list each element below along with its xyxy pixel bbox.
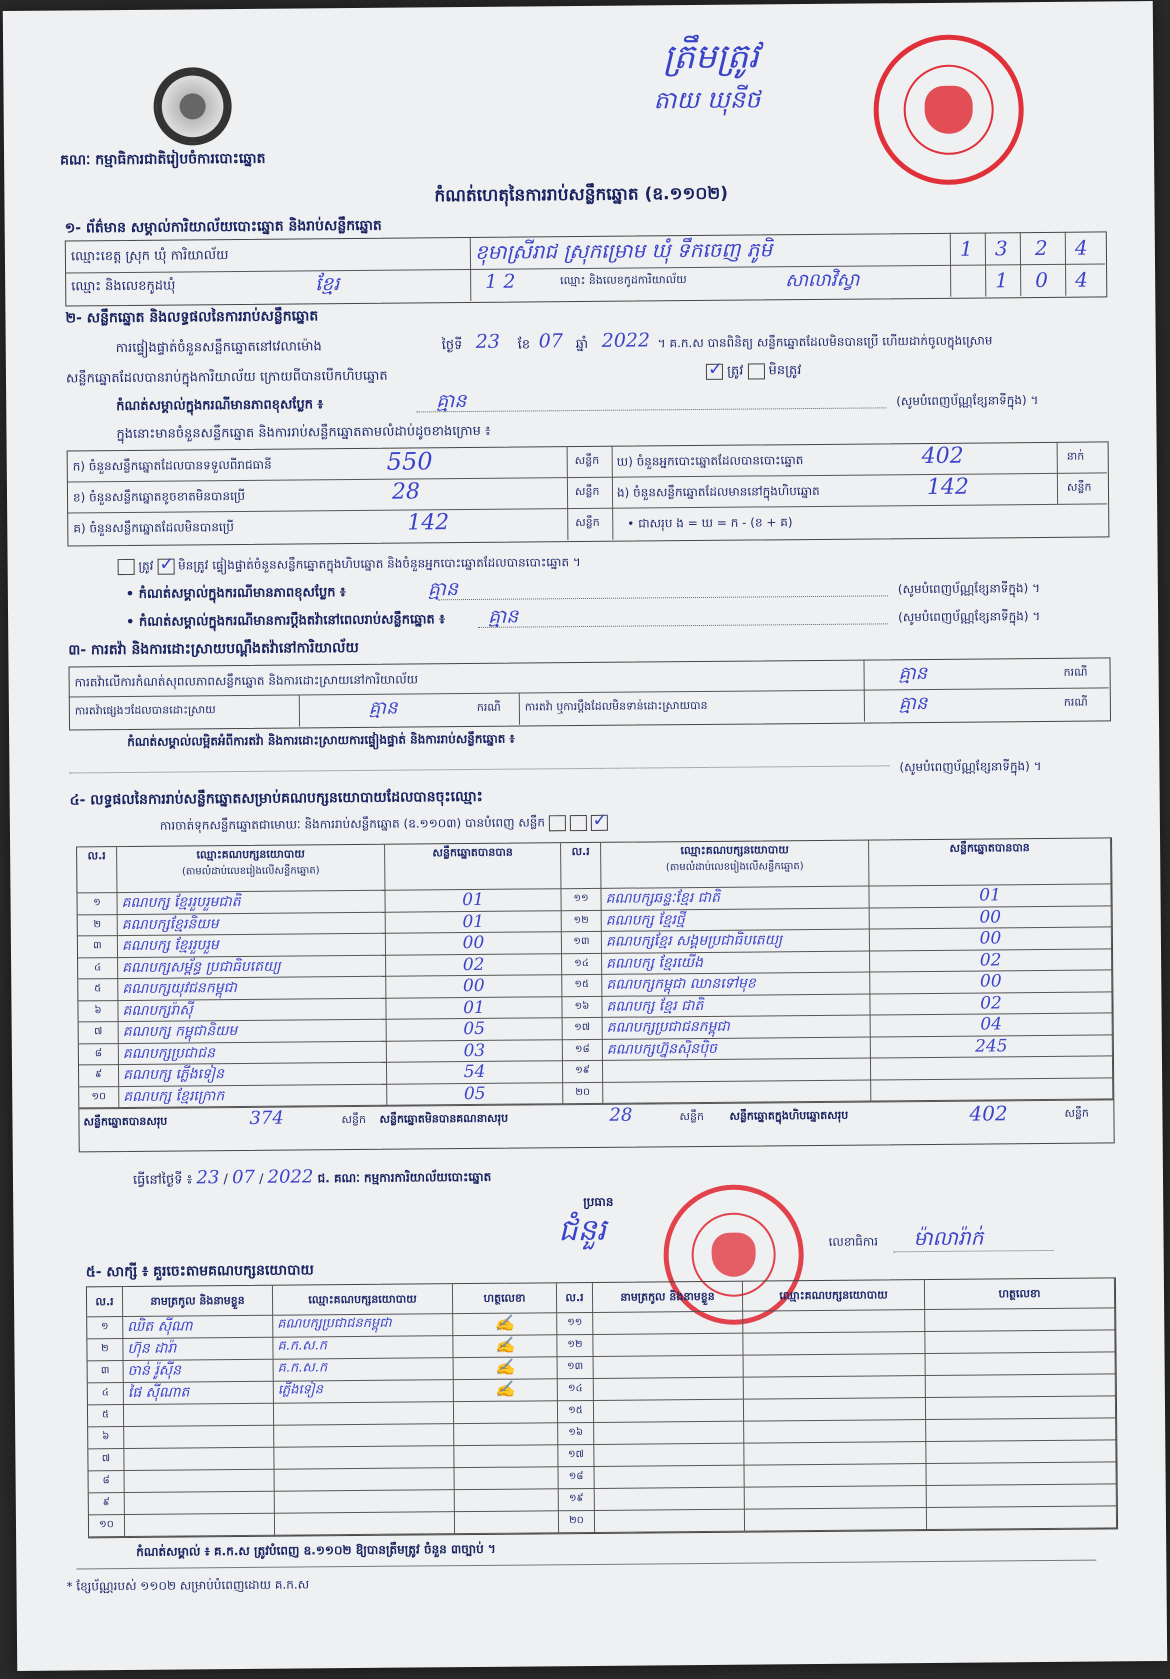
s5-empty-name (595, 1510, 745, 1533)
s5-empty-name (594, 1422, 744, 1445)
s4-check-1[interactable] (549, 815, 566, 831)
s4-total-invalid-label: សន្លឹកឆ្នោតមិនបានគណនាសរុប (379, 1111, 509, 1126)
s5-empty-party (743, 1332, 925, 1356)
s1-code-3: 2 (1034, 235, 1048, 261)
s4-row-no: ១៨ (563, 1039, 603, 1061)
s5-row-no: ៣ (88, 1361, 124, 1383)
s4-party-votes: 00 (386, 932, 562, 955)
s5-header-cell: ល.រ (557, 1283, 593, 1313)
s2-row2-unit: សន្លឹក (574, 484, 600, 499)
s5-witness-signature: ✍ (453, 1313, 557, 1336)
s2-note2-value: គ្មាន (427, 578, 459, 601)
s5-witness-name (124, 1404, 274, 1427)
form-title: កំណត់ហេតុនៃការរាប់សន្លឹកឆ្នោត (ឧ.១១០២) (434, 183, 729, 207)
s5-witness-signature (455, 1511, 559, 1534)
s4-party-name: គណបក្សខ្មែរនិយម (118, 912, 386, 936)
s2-row1-value2: 402 (921, 443, 964, 470)
s2-after-no-checkbox[interactable]: ✓ (159, 553, 175, 575)
s5-witness-party (275, 1512, 455, 1536)
s3-row2-unit2: ករណី (1063, 695, 1088, 709)
s4-party-name (603, 1059, 871, 1083)
s1-row2-value2: 1 2 (485, 270, 516, 293)
s4-party-votes: 03 (387, 1040, 563, 1063)
s5-witness-signature (455, 1489, 559, 1512)
section5-title: ៥- សាក្សី ៖ គួរចេះតាមគណបក្សនយោបាយ (85, 1262, 314, 1281)
s5-empty-signature (926, 1440, 1116, 1464)
s4-party-votes: 245 (871, 1035, 1113, 1059)
s5-empty-party (745, 1486, 927, 1510)
s4-total-valid-unit: សន្លឹក (341, 1112, 366, 1127)
s2-row3-label: គ) ចំនួនសន្លឹកឆ្នោតដែលមិនបានប្រើ (73, 520, 234, 536)
s2-line1: ការផ្ទៀងផ្ទាត់ចំនួនសន្លឹកឆ្នោតនៅវេលាម៉ោង (115, 339, 322, 357)
s5-empty-name (595, 1466, 745, 1489)
s5-witness-name (125, 1492, 275, 1515)
s2-year: 2022 (601, 329, 651, 352)
official-stamp-top (873, 34, 1024, 185)
s5-empty-party (744, 1376, 926, 1400)
s5-witness-party (274, 1424, 454, 1448)
s4-row-no: ៣ (78, 936, 118, 958)
s4-party-name: គណបក្សប្រជាជន (119, 1041, 387, 1065)
s3-row2-unit: ករណី (476, 700, 501, 714)
s2-row2-label2: ង) ចំនួនសន្លឹកឆ្នោតដែលមាននៅក្នុងហិបឆ្នោត (616, 483, 820, 500)
s4-header-text: ល.រ (87, 849, 106, 863)
s1-row2-value3: សាលាវិស្វា (785, 269, 860, 292)
s2-row2-label: ខ) ចំនួនសន្លឹកឆ្នោតខូចខាតមិនបានប្រើ (72, 488, 246, 505)
s4-row-no: ១៦ (562, 996, 602, 1018)
s5-header-cell: នាមត្រកូល និងនាមខ្លួន (593, 1282, 743, 1313)
s5-note: កំណត់សម្គាល់ ៖ គ.ក.ស ត្រូវបំពេញ ឧ.១១០២ ឱ្យបានត្រឹមត្រូវ ចំនួន ៣ច្បាប់ ។ (136, 1541, 496, 1559)
s2-note3-label: • កំណត់សម្គាល់ក្នុងករណីមានការប្តឹងតវ៉ានៅពេលរាប់សន្លឹកឆ្នោត ៖ (126, 612, 446, 630)
s4-party-votes: 02 (386, 954, 562, 977)
s4-party-name: គណបក្ស ខ្មែររួបរួម (118, 934, 386, 958)
s4-row-no: ១៤ (562, 953, 602, 975)
s5-row-no: ៩ (89, 1493, 125, 1515)
section4-title: ៤- លទ្ធផលនៃការរាប់សន្លឹកឆ្នោតសម្រាប់គណបក្សនយោបាយដែលបានចុះឈ្មោះ (69, 788, 483, 809)
s5-witness-party: ភ្លើងទៀន (274, 1380, 454, 1404)
s3-note-label: កំណត់សម្គាល់លម្អិតអំពីការតវ៉ា និងការដោះស្រាយការផ្ទៀងផ្ទាត់ និងការរាប់សន្លឹកឆ្នោត ៖ (127, 731, 515, 749)
s5-row-no: ២០ (559, 1511, 595, 1533)
s4-header-cell (869, 838, 1111, 886)
s2-day: 23 (475, 330, 500, 353)
org-logo (153, 67, 232, 146)
s4-party-votes: 00 (870, 927, 1112, 951)
s2-note3-hint: (សូមបំពេញប័ណ្ណខ្សែនាទីក្នុង) ។ (898, 609, 1041, 625)
s5-witness-signature (454, 1423, 558, 1446)
s4-party-name: គណបក្ស ខ្មែរថ្មី (602, 908, 870, 932)
s2-no-checkbox[interactable] (747, 363, 764, 379)
s4-row-no: ១ (77, 893, 117, 915)
s2-date-label: ថ្ងៃទី (441, 338, 463, 354)
s5-row-no: ៤ (88, 1383, 124, 1405)
s5-witness-party (275, 1468, 455, 1492)
s5-empty-signature (927, 1506, 1117, 1530)
s5-witness-party (275, 1490, 455, 1514)
s5-empty-signature (926, 1462, 1116, 1486)
s4-row-no: ១០ (79, 1087, 119, 1109)
s4-total-box: 402 (969, 1101, 1008, 1126)
s5-witness-party: គ.ក.ស.ក (274, 1358, 454, 1382)
s4-party-votes: 05 (387, 1083, 563, 1106)
s2-month-label: ខែ (517, 337, 531, 353)
s4-party-votes: 02 (870, 949, 1112, 973)
s4-total-invalid: 28 (609, 1104, 633, 1126)
s4-party-votes: 00 (386, 975, 562, 998)
s4-party-votes: 01 (869, 884, 1111, 908)
s1-code-1: 1 (959, 236, 973, 261)
s2-row3-label2: • ជាសរុប ង = ឃ = ក - (ខ + គ) (627, 515, 793, 531)
s5-empty-signature (926, 1418, 1116, 1442)
s4-party-name: គណបក្សខ្មែរ សង្គមប្រជាធិបតេយ្យ (602, 930, 870, 954)
s4-party-name: គណបក្សយុវជនកម្ពុជា (118, 977, 386, 1001)
s2-line1-rest: ។ គ.ក.ស បានពិនិត្យ សន្លឹកឆ្នោតដែលមិនបានប្រើ ហើយដាក់ចូលក្នុងស្រោម (657, 333, 993, 351)
s2-row1-label: ក) ចំនួនសន្លឹកឆ្នោតដែលបានទទួលពីរាជធានី (72, 457, 272, 474)
s5-empty-party (745, 1464, 927, 1488)
s4-header-text: ឈ្មោះគណបក្សនយោបាយ (680, 843, 789, 858)
s5-header-cell: នាមត្រកូល និងនាមខ្លួន (123, 1286, 273, 1317)
s4-header-cell (117, 845, 385, 893)
s4-done-day: 23 (196, 1167, 220, 1189)
s5-row-no: ១០ (89, 1515, 125, 1537)
s5-empty-signature (926, 1352, 1116, 1376)
s3-row1-value: គ្មាន (898, 663, 928, 685)
s5-empty-signature (925, 1308, 1115, 1332)
s3-row2-value: គ្មាន (368, 697, 398, 719)
org-name: គណៈ កម្មាធិការជាតិរៀបចំការបោះឆ្នោត (60, 150, 266, 169)
s4-header-text: សន្លឹកឆ្នោតបានបាន (432, 845, 513, 860)
s4-total-valid: 374 (249, 1107, 284, 1129)
s4-done-line: ធ្វើនៅថ្ងៃទី ៖ 23 / 07 / 2022 ជ. គណៈ កម្មការការិយាល័យបោះឆ្នោត (132, 1166, 492, 1189)
s2-row1-unit: សន្លឹក (574, 453, 600, 468)
s4-party-name: គណបក្សប្រជាជនកម្ពុជា (603, 1016, 871, 1040)
s4-intro: ការចាត់ទុកសន្លឹកឆ្នោតជាមោឃៈ និងការរាប់សន្លឹកឆ្នោត (ឧ.១១០៣) បានបំពេញ សន្លឹក ✓ (159, 809, 608, 833)
s5-witness-name (124, 1448, 274, 1471)
chair-label: ប្រធាន (583, 1194, 614, 1210)
s5-row-no: ១៤ (558, 1379, 594, 1401)
s4-row-no: ១៩ (563, 1061, 603, 1083)
s1-code2-2: 0 (1035, 267, 1049, 293)
section1-title: ១- ព័ត៌មាន សម្គាល់ការិយាល័យបោះឆ្នោត និងរាប់សន្លឹកឆ្នោត (64, 217, 382, 237)
s2-row3-value: 142 (407, 510, 450, 536)
s2-row3-unit: សន្លឹក (575, 515, 600, 530)
s1-code-4: 4 (1074, 235, 1088, 260)
s5-witness-name: ចាន់ រ៉ូស៊ីន (124, 1360, 274, 1383)
s5-witness-name: ផៃ ស៊ីណាត (124, 1382, 274, 1405)
s4-party-name: គណបក្ស ខ្មែររួបរួមជាតិ (117, 891, 385, 915)
s4-party-votes: 02 (870, 992, 1112, 1016)
s5-witness-name (125, 1470, 275, 1493)
s2-row2-value2: 142 (926, 474, 970, 501)
s4-done-month: 07 (231, 1166, 256, 1189)
s5-empty-name (593, 1334, 743, 1357)
s4-party-votes (871, 1078, 1113, 1102)
s4-party-name: គណបក្សឆន្ទៈខ្មែរ ជាតិ (601, 887, 869, 911)
s5-row-no: ១៨ (559, 1467, 595, 1489)
s4-party-votes: 00 (870, 970, 1112, 994)
s3-row2-value2: គ្មាន (898, 693, 928, 715)
secretary-signature: ម៉ាលារ៉ាក់ (913, 1225, 984, 1251)
s5-empty-name (595, 1488, 745, 1511)
s5-witness-signature: ✍ (454, 1357, 558, 1380)
s4-check-3[interactable]: ✓ (592, 809, 608, 831)
s5-row-no: ១៩ (559, 1489, 595, 1511)
s4-header-text: ល.រ (571, 844, 590, 859)
s4-party-votes: 01 (385, 889, 561, 912)
s5-row-no: ១៥ (558, 1401, 594, 1423)
s4-row-no: ១៣ (562, 932, 602, 954)
s4-row-no: ១២ (562, 910, 602, 932)
s5-row-no: ៨ (89, 1471, 125, 1493)
s5-witness-party: គ.ក.ស.ក (273, 1336, 453, 1360)
s5-header-cell: ឈ្មោះគណបក្សនយោបាយ (743, 1280, 925, 1312)
s4-total-box-label: សន្លឹកឆ្នោតក្នុងហិបឆ្នោតសរុប (729, 1108, 849, 1123)
s3-note-hint: (សូមបំពេញប័ណ្ណខ្សែនាទីក្នុង) ។ (899, 759, 1042, 775)
s4-row-no: ៤ (78, 958, 118, 980)
s4-party-votes: 00 (870, 906, 1112, 930)
form-page (3, 1, 1167, 1671)
s5-empty-name (594, 1444, 744, 1467)
s5-witness-name (124, 1426, 274, 1449)
s2-note2-hint: (សូមបំពេញប័ណ្ណខ្សែនាទីក្នុង) ។ (897, 581, 1041, 597)
s5-empty-signature (926, 1374, 1116, 1398)
s5-empty-party (744, 1442, 926, 1466)
s2-note-hint: (សូមបំពេញប័ណ្ណខ្សែនាទីក្នុង) ។ (896, 393, 1039, 409)
s4-party-votes: 01 (386, 997, 562, 1020)
s4-header-text: សន្លឹកឆ្នោតបានបាន (949, 841, 1030, 855)
s5-witness-name (125, 1514, 275, 1537)
s2-table-intro: ក្នុងនោះមានចំនួនសន្លឹកឆ្នោត និងការរាប់សន្លឹកឆ្នោតតាមលំដាប់ដូចខាងក្រោម ៖ (116, 423, 491, 443)
s4-row-no: ២ (78, 915, 118, 937)
s3-row2-label2: ការតវ៉ា ឬការប្តឹងដែលមិនទាន់ដោះស្រាយបាន (524, 698, 708, 714)
s3-row1-unit: ករណី (1063, 665, 1088, 679)
s5-witness-signature: ✍ (454, 1379, 558, 1402)
s4-header-cell (77, 847, 117, 893)
s5-witness-signature (454, 1445, 558, 1468)
s5-empty-name (594, 1356, 744, 1379)
s2-row2-unit2: សន្លឹក (1066, 480, 1092, 494)
s5-row-no: ៧ (88, 1449, 124, 1471)
s5-empty-party (743, 1310, 925, 1334)
s4-header-text: ឈ្មោះគណបក្សនយោបាយ (196, 847, 305, 862)
s2-row1-unit2: នាក់ (1066, 449, 1085, 463)
chair-signature: ជំនួរ (558, 1212, 607, 1249)
s4-row-no: ១១ (561, 889, 601, 911)
s5-witness-table (86, 1277, 1118, 1538)
s2-row1-label2: ឃ) ចំនួនអ្នកបោះឆ្នោតដែលបានបោះឆ្នោត (616, 453, 804, 469)
s5-witness-party: គណបក្សប្រជាជនកម្ពុជា (273, 1314, 453, 1338)
s5-empty-signature (926, 1396, 1116, 1420)
s4-party-votes (871, 1056, 1113, 1080)
s4-party-name: គណបក្សសម្ព័ន្ធ ប្រជាធិបតេយ្យ (118, 955, 386, 979)
s5-row-no: ១៧ (558, 1445, 594, 1467)
s5-row-no: ១៦ (558, 1423, 594, 1445)
s5-row-no: ២ (87, 1339, 123, 1361)
s5-empty-party (744, 1398, 926, 1422)
s2-line2: សន្លឹកឆ្នោតដែលបានរាប់ក្នុងការិយាល័យ ក្រោយពីបានបើកហិបឆ្នោត (65, 368, 388, 387)
s5-empty-party (744, 1420, 926, 1444)
s5-empty-party (745, 1508, 927, 1532)
s5-header-cell: ហត្ថលេខា (453, 1283, 557, 1314)
s2-row2-value: 28 (391, 479, 421, 505)
s5-header-cell: ល.រ (87, 1287, 123, 1317)
secretary-label: លេខាធិការ (828, 1234, 879, 1249)
s4-party-name: គណបក្ស កម្ពុជានិយម (119, 1020, 387, 1044)
s4-header-sub: (តាមលំដាប់លេខរៀងលើសន្លឹកឆ្នោត) (665, 861, 804, 874)
s2-after-yes-checkbox[interactable] (118, 558, 135, 574)
top-signature-name: តាយ ឃុនីថ (653, 85, 761, 115)
s4-row-no: ៩ (79, 1065, 119, 1087)
s5-row-no: ១ (87, 1317, 123, 1339)
s4-party-votes: 54 (387, 1061, 563, 1084)
s4-header-cell (561, 843, 601, 889)
s4-total-row (79, 1099, 1113, 1152)
s4-total-box-unit: សន្លឹក (1064, 1106, 1089, 1120)
s5-witness-signature (454, 1401, 558, 1424)
s5-row-no: ៥ (88, 1405, 124, 1427)
s5-witness-party (274, 1402, 454, 1426)
s4-header-cell (385, 843, 561, 891)
s1-row2-value1: ខ្មែរ (315, 273, 340, 296)
s5-witness-name: ឈិត ស៊ីណា (123, 1316, 273, 1339)
s5-witness-name: ហ៊ុន ដារ៉ា (123, 1338, 273, 1361)
s1-row2-label: ឈ្មោះ និងលេខកូដឃុំ (71, 278, 176, 295)
s5-row-no: ១១ (557, 1313, 593, 1335)
s4-header-cell (601, 841, 869, 889)
s5-witness-party (274, 1446, 454, 1470)
s3-table (69, 657, 1112, 730)
s5-empty-name (593, 1312, 743, 1335)
s4-row-no: ១៥ (562, 975, 602, 997)
s5-row-no: ១៣ (558, 1357, 594, 1379)
s2-note3-value: គ្មាន (487, 605, 519, 628)
section3-title: ៣- ការតវ៉ា និងការដោះស្រាយបណ្តឹងតវ៉ានៅការិយាល័យ (68, 639, 359, 659)
s4-row-no: ២០ (563, 1082, 603, 1104)
s2-yes-checkbox[interactable]: ✓ (707, 358, 724, 380)
s5-header-cell: ឈ្មោះគណបក្សនយោបាយ (273, 1284, 453, 1316)
s4-party-votes: 04 (871, 1013, 1113, 1037)
s2-note2-label: • កំណត់សម្គាល់ក្នុងករណីមានភាពខុសប្លែក ៖ (125, 585, 346, 602)
s1-row2-label2: ឈ្មោះ និងលេខកូដការិយាល័យ (560, 273, 687, 288)
s4-party-name: គណបក្សហ្វ៊ុនស៊ិនប៉ិច (603, 1037, 871, 1061)
s3-row2-label: ការតវ៉ាផ្សេងៗដែលបានដោះស្រាយ (74, 703, 216, 718)
s1-row1-label: ឈ្មោះខេត្ត ស្រុក ឃុំ ការិយាល័យ (70, 248, 229, 265)
s4-row-no: ៦ (78, 1001, 118, 1023)
s4-party-name: គណបក្ស ភ្លើងទៀន (119, 1063, 387, 1087)
s4-row-no: ៥ (78, 979, 118, 1001)
s4-party-name (603, 1080, 871, 1104)
s5-row-no: ១២ (557, 1335, 593, 1357)
s2-after-line: ត្រូវ ✓ មិនត្រូវ ផ្ទៀងផ្ទាត់ចំនួនសន្លឹកឆ្នោតក្នុងហិបឆ្នោត និងចំនួនអ្នកបោះឆ្នោតដែលបានបោះឆ្នោត ។ (118, 554, 581, 576)
s4-row-no: ៨ (79, 1044, 119, 1066)
s4-total-invalid-unit: សន្លឹក (679, 1109, 704, 1124)
s4-row-no: ៧ (79, 1022, 119, 1044)
s4-party-name: គណបក្ស ខ្មែរ ជាតិ (602, 994, 870, 1018)
s1-row1-value: ខុមាស្រីរាជ ស្រុកម្រោម ឃុំ ទឹកចេញ ភូមិ (474, 237, 773, 264)
s4-total-valid-label: សន្លឹកឆ្នោតបានសរុប (83, 1114, 168, 1129)
s5-empty-name (594, 1400, 744, 1423)
s5-witness-signature: ✍ (453, 1335, 557, 1358)
s2-note-value: គ្មាន (436, 390, 467, 413)
s1-code2-3: 4 (1075, 267, 1089, 292)
section2-title: ២- សន្លឹកឆ្នោត និងលទ្ធផលនៃការរាប់សន្លឹកឆ្នោត (65, 308, 319, 327)
s4-done-year: 2022 (267, 1166, 314, 1188)
s5-empty-signature (925, 1330, 1115, 1354)
s4-party-name: គណបក្ស ខ្មែរក្រោក (119, 1084, 387, 1108)
s3-row1-label: ការតវ៉ាលើការកំណត់សុពលភាពសន្លឹកឆ្នោត និងការដោះស្រាយនៅការិយាល័យ (74, 672, 419, 690)
s5-witness-signature (455, 1467, 559, 1490)
s4-results-table (76, 837, 1115, 1152)
s2-option-yes: ✓ ត្រូវ មិនត្រូវ (707, 358, 802, 380)
s4-row-no: ១៧ (563, 1018, 603, 1040)
s4-party-name: គណបក្ស ខ្មែរយើង (602, 951, 870, 975)
s1-code2-1: 1 (995, 268, 1009, 293)
s5-empty-party (744, 1354, 926, 1378)
s5-header-cell: ហត្ថលេខា (925, 1278, 1115, 1310)
s5-footnote: * ខ្សែប័ណ្ណរបស់ ១១០២ សម្រាប់បំពេញដោយ គ.ក.ស (66, 1577, 310, 1594)
s5-empty-name (594, 1378, 744, 1401)
s4-party-votes: 01 (386, 911, 562, 934)
s5-row-no: ៦ (88, 1427, 124, 1449)
s2-row1-value: 550 (386, 447, 433, 476)
s4-party-name: គណបក្សរ៉ាស៊ី (118, 998, 386, 1022)
top-signature: ត្រឹមត្រូវ (663, 36, 760, 78)
s5-empty-signature (927, 1484, 1117, 1508)
s4-party-votes: 05 (387, 1018, 563, 1041)
s4-check-2[interactable] (570, 814, 587, 830)
s4-header-sub: (តាមលំដាប់លេខរៀងលើសន្លឹកឆ្នោត) (181, 865, 320, 878)
s2-year-label: ឆ្នាំ (575, 336, 589, 353)
s4-done-org: ជ. គណៈ កម្មការការិយាល័យបោះឆ្នោត (317, 1169, 492, 1186)
s2-month: 07 (538, 330, 563, 353)
s4-party-name: គណបក្សកម្ពុជា ឈានទៅមុខ (602, 973, 870, 997)
s1-code-2: 3 (994, 236, 1008, 261)
s2-note-label: កំណត់សម្គាល់ក្នុងករណីមានភាពខុសប្លែក ៖ (116, 397, 324, 415)
